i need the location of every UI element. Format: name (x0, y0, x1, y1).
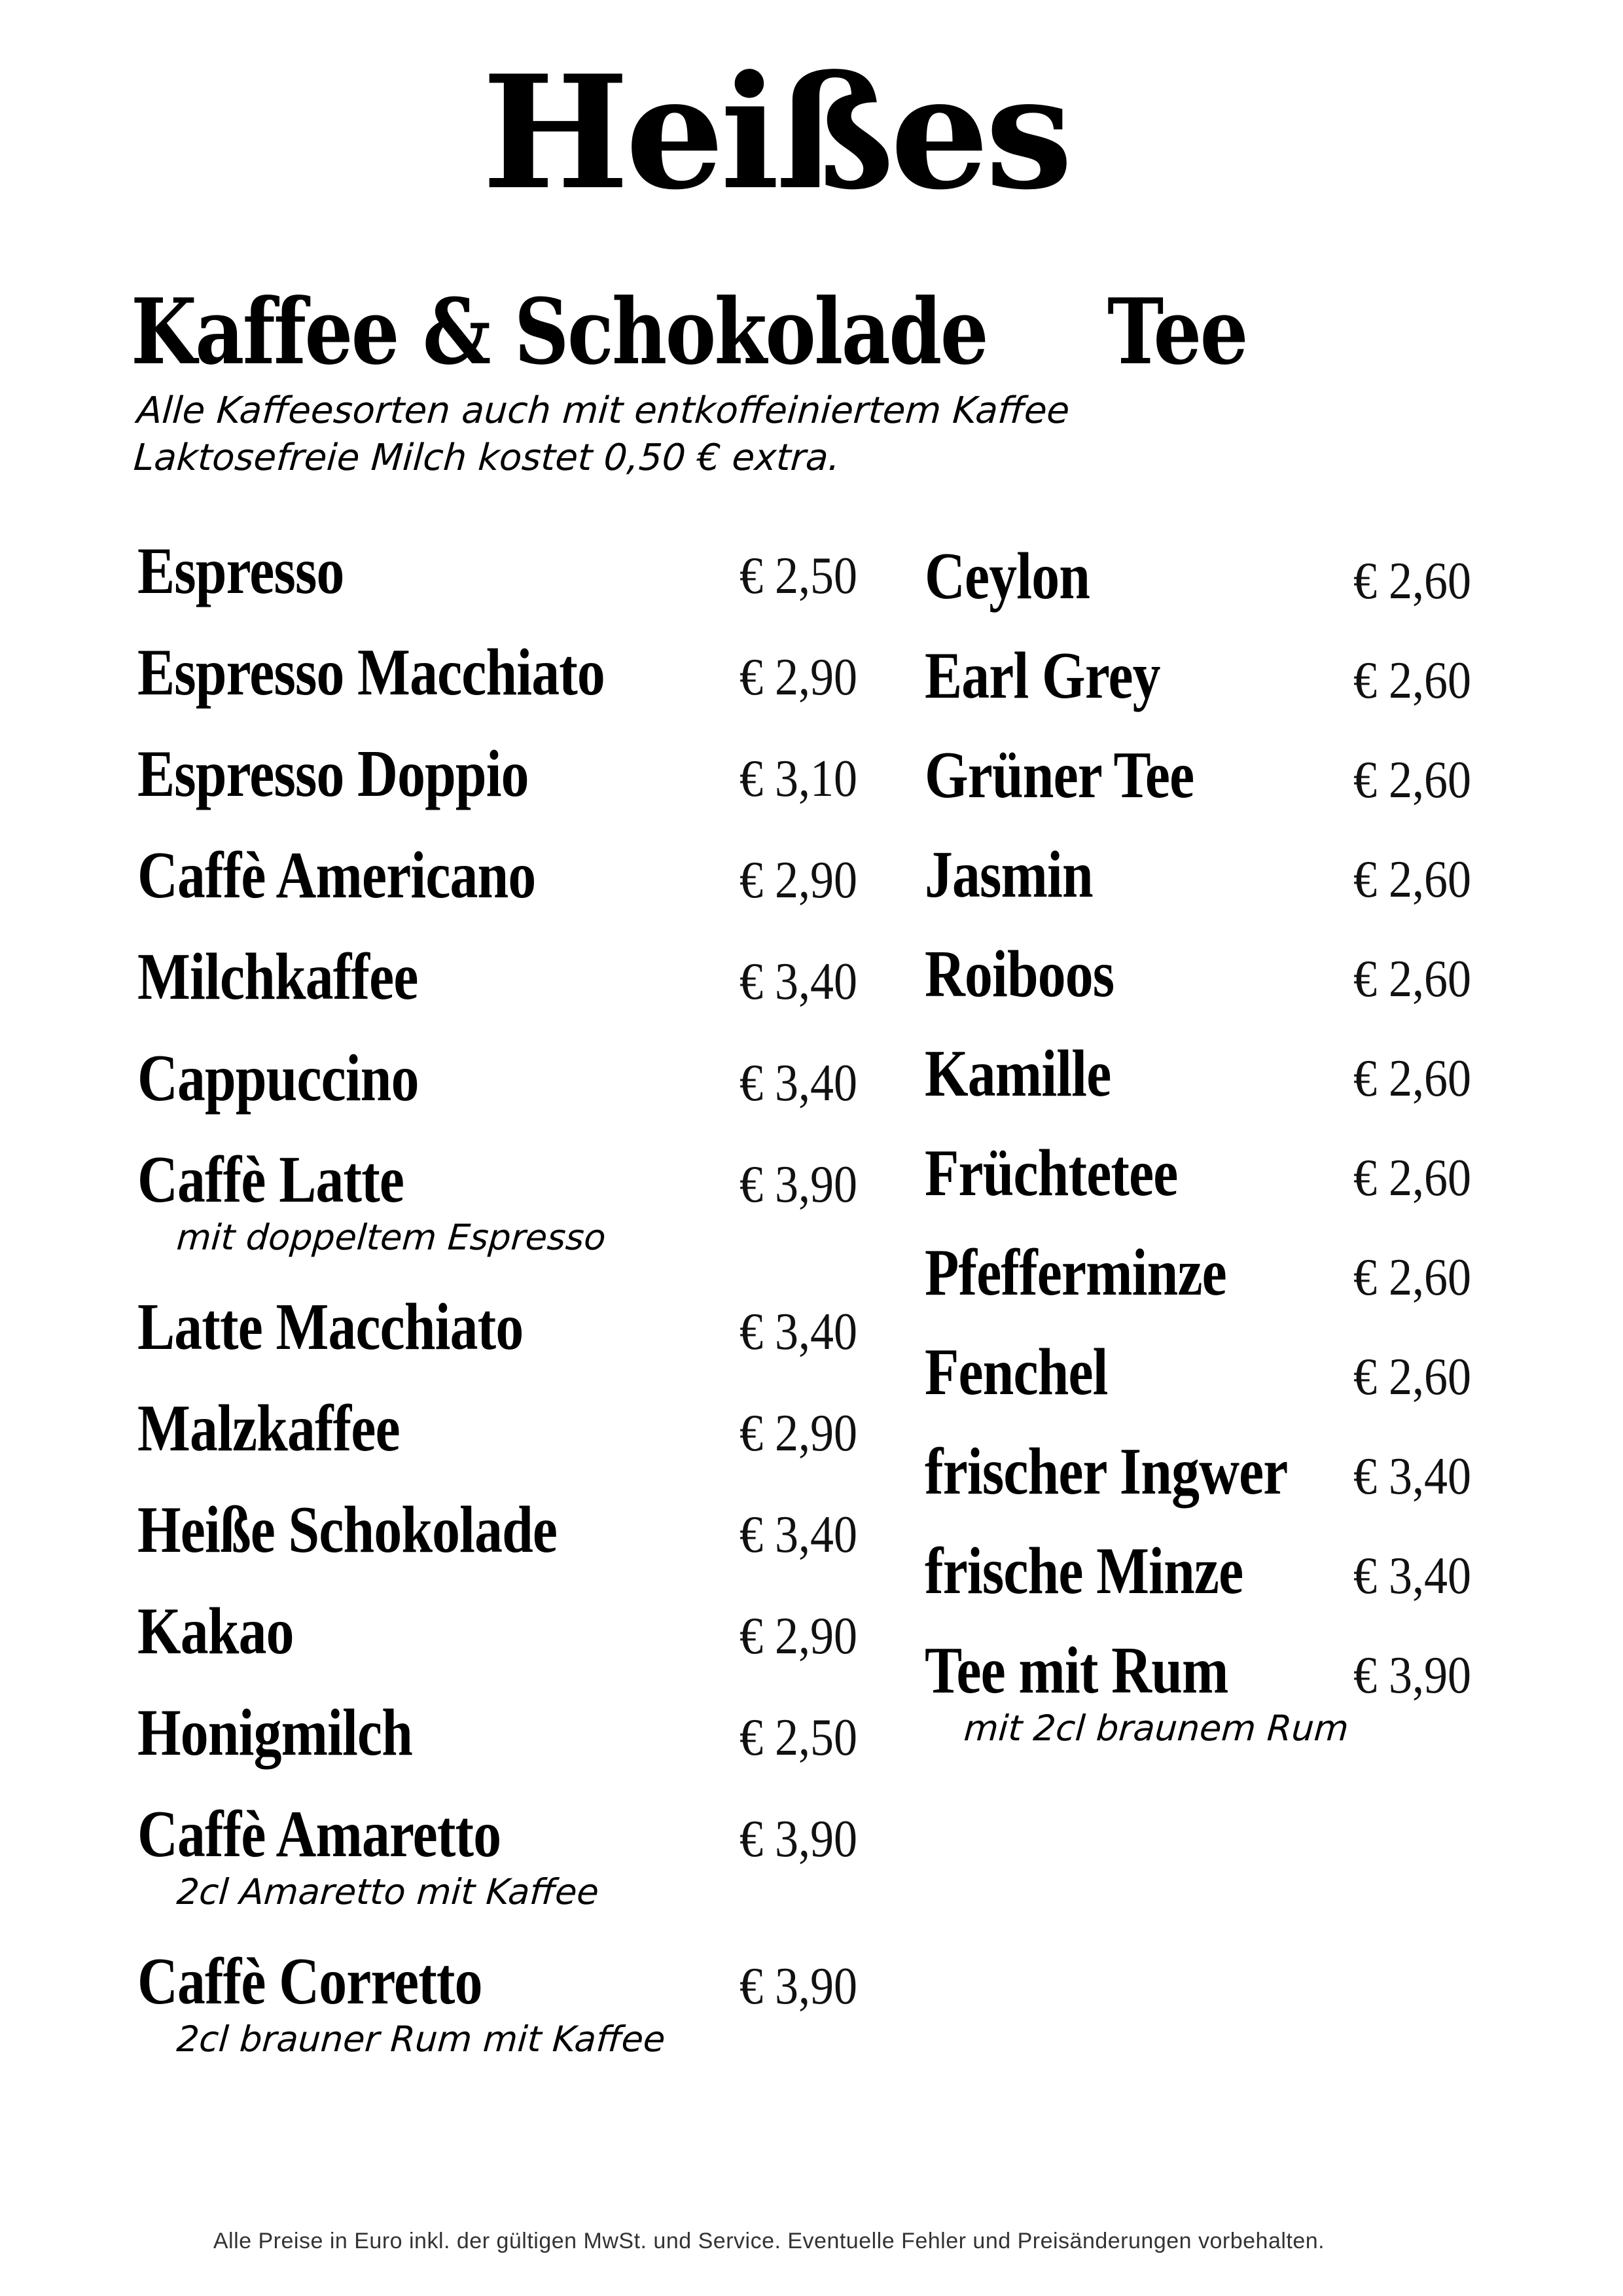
menu-item-row (137, 940, 861, 1045)
menu-item-row (925, 1136, 1481, 1240)
menu-item-row (925, 1236, 1481, 1339)
menu-item-row (137, 1797, 861, 1948)
item-name: Caffè Corretto (137, 1945, 482, 2018)
footer-disclaimer: Alle Preise in Euro inkl. der gültigen MwSt. und Service. Eventuelle Fehler und Preisänderungen vorbehalten. (213, 2229, 1325, 2253)
item-price: € 2,90 (740, 1405, 857, 1462)
item-name: Tee mit Rum (925, 1634, 1228, 1708)
item-price: € 2,60 (1353, 950, 1471, 1008)
menu-item-row (925, 738, 1481, 842)
item-name: Kakao (137, 1594, 294, 1668)
tea-item-list (925, 539, 1481, 1785)
item-name: Caffè Americano (137, 838, 536, 912)
item-name: Latte Macchiato (137, 1290, 524, 1364)
item-name: Früchtetee (925, 1136, 1178, 1210)
item-name: Pfefferminze (925, 1236, 1226, 1310)
item-price: € 3,40 (740, 1506, 857, 1564)
item-name: Milchkaffee (137, 940, 418, 1014)
item-name: Heiße Schokolade (137, 1493, 558, 1567)
menu-item-row (925, 1037, 1481, 1140)
item-price: € 3,90 (740, 1958, 857, 2015)
item-name: Espresso Macchiato (137, 636, 605, 709)
item-name: Fenchel (925, 1335, 1108, 1409)
item-note: mit doppeltem Espresso (175, 1217, 607, 1258)
menu-item-row (137, 636, 861, 741)
item-price: € 2,60 (1353, 1149, 1471, 1207)
item-name: Cappuccino (137, 1041, 419, 1115)
section-heading-coffee: Kaffee & Schokolade (131, 278, 988, 385)
item-name: Kamille (925, 1037, 1111, 1111)
item-name: Espresso (137, 534, 344, 608)
item-name: frische Minze (925, 1534, 1243, 1608)
item-name: Espresso Doppio (137, 737, 529, 811)
item-price: € 3,90 (1353, 1647, 1471, 1704)
item-price: € 2,60 (1353, 1050, 1471, 1107)
menu-item-row (137, 1945, 861, 2096)
menu-item-row (137, 737, 861, 842)
item-price: € 2,60 (1353, 1249, 1471, 1306)
coffee-note-line-2: Laktosefreie Milch kostet 0,50 € extra. (132, 436, 842, 479)
menu-item-row (137, 534, 861, 639)
item-name: Grüner Tee (925, 738, 1194, 812)
coffee-item-list (137, 534, 861, 2096)
menu-item-row (925, 639, 1481, 742)
coffee-section-note (132, 387, 1071, 481)
menu-item-row (925, 539, 1481, 643)
item-price: € 2,60 (1353, 1348, 1471, 1406)
item-price: € 3,40 (740, 1054, 857, 1112)
menu-item-row (925, 1435, 1481, 1538)
item-price: € 2,50 (740, 547, 857, 605)
item-note: 2cl brauner Rum mit Kaffee (175, 2018, 667, 2060)
item-price: € 3,40 (740, 1303, 857, 1361)
item-name: frischer Ingwer (925, 1435, 1288, 1509)
menu-item-row (137, 1594, 861, 1700)
item-name: Earl Grey (925, 639, 1160, 713)
item-name: Honigmilch (137, 1696, 413, 1770)
page-title: Heißes (482, 42, 1069, 224)
item-name: Roiboos (925, 937, 1115, 1011)
item-price: € 2,60 (1353, 751, 1471, 809)
item-price: € 2,60 (1353, 552, 1471, 610)
menu-item-row (137, 1041, 861, 1147)
item-price: € 2,50 (740, 1709, 857, 1767)
menu-item-row (925, 937, 1481, 1041)
item-name: Jasmin (925, 838, 1093, 912)
item-note: 2cl Amaretto mit Kaffee (175, 1871, 601, 1912)
menu-item-row (137, 1696, 861, 1801)
item-name: Caffè Amaretto (137, 1797, 501, 1871)
item-price: € 2,90 (740, 1607, 857, 1665)
item-price: € 3,90 (740, 1810, 857, 1868)
menu-item-row (137, 838, 861, 944)
menu-item-row (137, 1493, 861, 1598)
item-price: € 2,90 (740, 649, 857, 706)
section-heading-tea: Tee (1107, 278, 1247, 385)
item-price: € 3,90 (740, 1156, 857, 1213)
item-price: € 2,60 (1353, 851, 1471, 908)
menu-item-row (137, 1391, 861, 1497)
item-price: € 3,40 (740, 953, 857, 1011)
item-price: € 3,10 (740, 750, 857, 808)
item-price: € 3,40 (1353, 1448, 1471, 1505)
menu-item-row (925, 1634, 1481, 1785)
item-name: Ceylon (925, 539, 1090, 613)
item-note: mit 2cl braunem Rum (962, 1708, 1350, 1749)
menu-item-row (925, 1335, 1481, 1439)
menu-item-row (925, 838, 1481, 941)
menu-item-row (137, 1290, 861, 1395)
item-price: € 2,90 (740, 852, 857, 909)
item-price: € 3,40 (1353, 1547, 1471, 1605)
item-price: € 2,60 (1353, 652, 1471, 709)
menu-item-row (925, 1534, 1481, 1638)
menu-item-row (137, 1143, 861, 1294)
item-name: Caffè Latte (137, 1143, 404, 1217)
coffee-note-line-1: Alle Kaffeesorten auch mit entkoffeiniertem Kaffee (135, 389, 1071, 432)
item-name: Malzkaffee (137, 1391, 400, 1465)
